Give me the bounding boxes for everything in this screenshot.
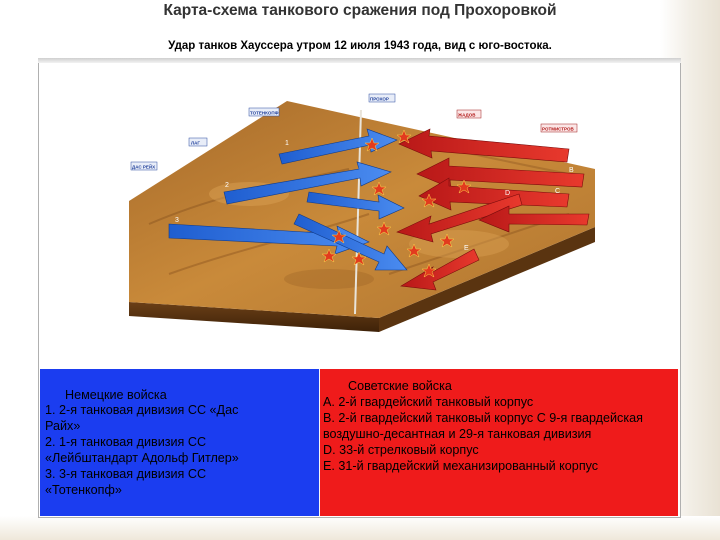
svg-text:ЛАГ: ЛАГ [191, 140, 200, 146]
legend-german-list [45, 402, 315, 498]
background-decoration-bottom [0, 516, 720, 540]
svg-text:ЖАДОВ: ЖАДОВ [458, 112, 476, 118]
legend-soviet-line: B. 2-й гвардейский танковый корпус С 9-я гвардейская воздушно-десантная и 29-я танковая дивизия [323, 411, 643, 441]
legend-german-line: «Лейбштандарт Адольф Гитлер» [45, 451, 239, 465]
legend-soviet-heading: Советские войска [348, 379, 452, 393]
arrow-number-label: 3 [175, 217, 179, 224]
svg-text:ТОТЕНКОПФ: ТОТЕНКОПФ [250, 110, 279, 116]
svg-text:РОТМИСТРОВ: РОТМИСТРОВ [542, 126, 574, 132]
arrow-letter-label: B [569, 167, 574, 174]
legend-soviet [320, 369, 678, 516]
legend-soviet-line: D. 33-й стрелковый корпус [323, 443, 479, 457]
svg-text:ПРОХОР: ПРОХОР [370, 96, 389, 102]
legend-german [40, 369, 320, 516]
page-title: Карта-схема танкового сражения под Прохоровкой [163, 2, 557, 19]
battle-map [129, 74, 595, 356]
legend-soviet-list [323, 394, 675, 474]
terrain-hill [284, 269, 374, 289]
legend-german-line: 2. 1-я танковая дивизия СС [45, 435, 207, 449]
page-subtitle: Удар танков Хауссера утром 12 июля 1943 года, вид с юго-востока. [168, 40, 552, 52]
legend-soviet-line: A. 2-й гвардейский танковый корпус [323, 395, 534, 409]
arrow-letter-label: E [464, 245, 469, 252]
legend-german-line: 3. 3-я танковая дивизия СС [45, 467, 207, 481]
unit-label-box [249, 108, 279, 116]
battle-map-svg [129, 74, 595, 356]
arrow-number-label: 1 [285, 140, 289, 147]
arrow-number-label: 2 [225, 182, 229, 189]
slide-frame-top-bar [38, 58, 681, 63]
arrow-letter-label: C [555, 188, 561, 195]
legend-german-line: 1. 2-я танковая дивизия СС «Дас [45, 403, 239, 417]
arrow-letter-label: D [505, 190, 511, 197]
legend-soviet-line: E. 31-й гвардейский механизированный корпус [323, 459, 599, 473]
legend-german-line: «Тотенкопф» [45, 483, 122, 497]
unit-label-box [189, 138, 207, 146]
arrow-letter-label: A [557, 142, 562, 149]
legend-german-heading: Немецкие войска [65, 388, 167, 402]
unit-label-box [457, 110, 481, 118]
legend-german-line: Райх» [45, 419, 81, 433]
svg-text:ДАС РЕЙХ: ДАС РЕЙХ [132, 164, 156, 170]
unit-label-box [131, 162, 157, 170]
unit-label-box [369, 94, 395, 102]
unit-label-box [541, 124, 577, 132]
